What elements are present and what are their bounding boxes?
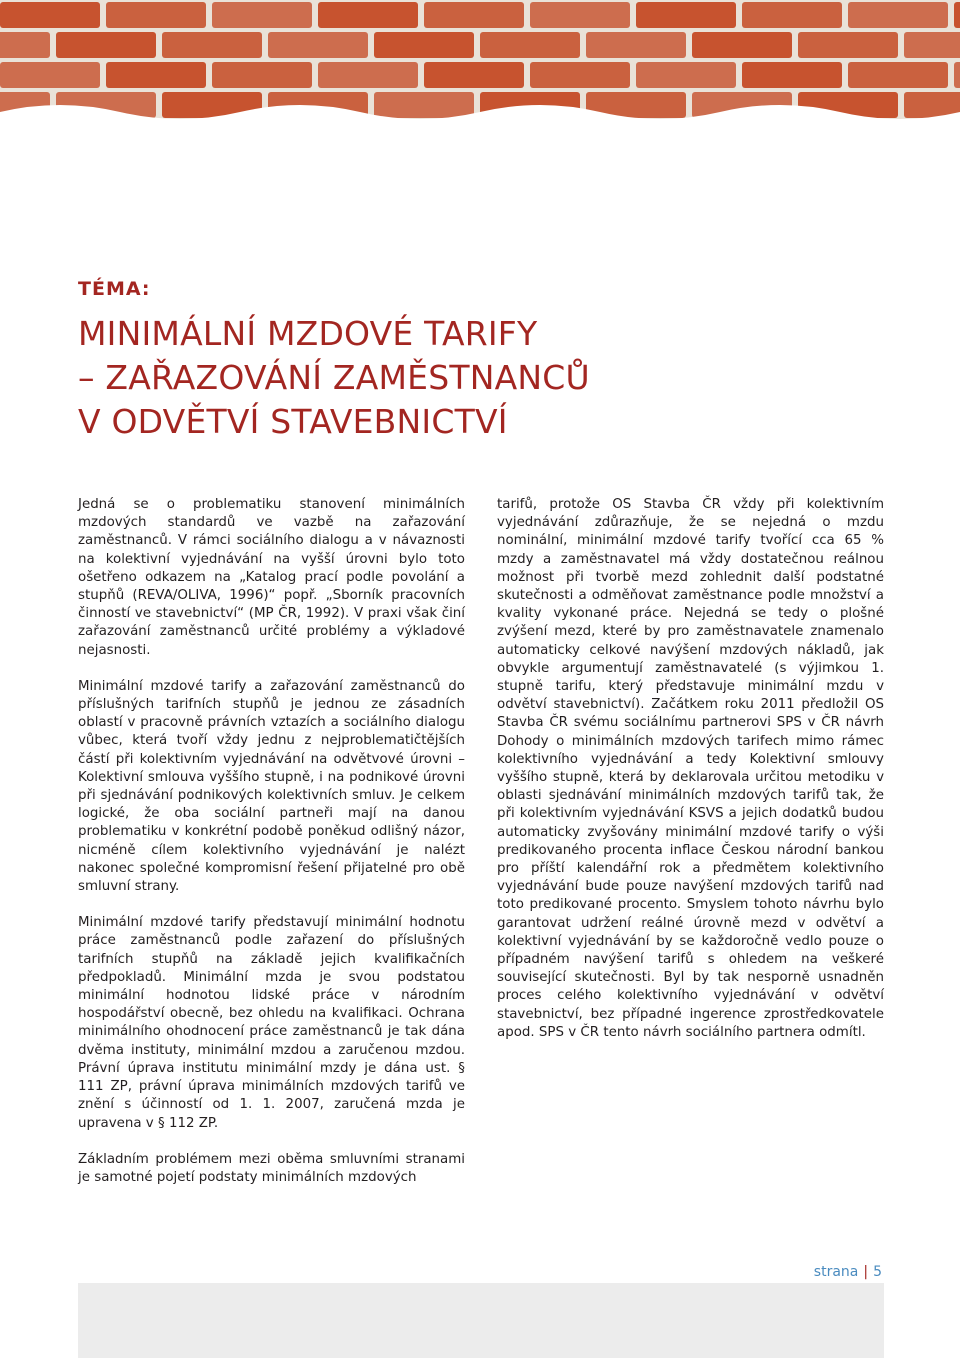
paragraph: Jedná se o problematiku stanovení minimálních mzdových standardů ve vazbě na zařazování zaměstnanců. V rámci sociálního dialogu a v návaznosti na kolektivní vyjednávání na vyšší úrovni bylo toto ošetřeno odkazem na „Katalog prací podle povolání a stupňů (REVA/OLIVA, 1996)“ popř. „Sborník pracovních činností ve stavebnictví“ (MP ČR, 1992). V praxi však činí zařazování zaměstnanců určité problémy a výkladové nejasnosti. — [78, 497, 465, 658]
article-title — [78, 312, 590, 444]
title-line-3: V ODVĚTVÍ STAVEBNICTVÍ — [78, 402, 508, 441]
paragraph: tarifů, protože OS Stavba ČR vždy při kolektivním vyjednávání zdůrazňuje, že se nejedná o mzdu nominální, minimální mzdové tarify tvořící cca 65 % mzdy a zaměstnavatel má vždy dostatečnou reálnou možnost při tvorbě mezd zohlednit další podstatné skutečnosti a odměňovat zaměstnance podle množství a kvality vykonané práce. Nejedná se tedy o plošné zvýšení mezd, které by pro zaměstnavatele znamenalo automaticky celkové navýšení mzdových nákladů, jak obvykle argumentují zaměstnavatelé (s výjimkou 1. stupně tarifu, který představuje minimální mzdu v odvětví stavebnictví). Začátkem roku 2011 předložil OS Stavba ČR svému sociálnímu partnerovi SPS v ČR návrh Dohody o minimálních mzdových tarifech mimo rámec kolektivního vyjednávání a tedy Kolektivní smlouvy vyššího stupně, která by deklarovala určitou metodiku v oblasti sjednávání minimálních mzdových tarifů tak, že při kolektivním vyjednávání KSVS a jejich dodatků budou automaticky zvyšovány minimální mzdové tarify o výši predikovaného procenta inflace Českou národní bankou pro příští kalendářní rok a předmětem kolektivního vyjednávání bude pouze navýšení mzdových tarifů nad toto predikované procento. Smyslem tohoto návrhu bylo garantovat udržení reálné úrovně mezd v odvětví a kolektivní vyjednávání by se každoročně vedlo pouze o případném navýšení tarifů s ohledem na veškeré související skutečnosti. Byl by tak nesporně usnadněn proces celého kolektivního vyjednávání v odvětví stavebnictví, bez případné ingerence zprostředkovatele apod. SPS v ČR tento návrh sociálního partnera odmítl. — [497, 497, 884, 1040]
paragraph: Základním problémem mezi oběma smluvními stranami je samotné pojetí podstaty minimálních mzdových — [78, 1151, 465, 1185]
page-label: strana — [813, 1264, 859, 1280]
paragraph: Minimální mzdové tarify a zařazování zaměstnanců do příslušných tarifních stupňů je jednou ze zásadních oblastí v pracovně právních vztazích a sociálního dialogu vůbec, která tvoří vždy jednu z nejproblematičtějších částí při kolektivním vyjednávání na odvětvové úrovni – Kolektivní smlouva vyššího stupně, i na podnikové úrovni při sjednávání podnikových kolektivních smluv. Je celkem logické, že oba sociální partneři mají na danou problematiku v konkrétní podobě poněkud odlišný názor, nicméně cílem kolektivního vyjednávání je nalézt nakonec společné kompromisní řešení přijatelné pro obě smluvní strany. — [78, 678, 465, 895]
brick-wall-banner — [0, 0, 960, 140]
footer-bar — [78, 1283, 884, 1358]
left-column — [78, 496, 465, 1187]
title-line-1: MINIMÁLNÍ MZDOVÉ TARIFY — [78, 314, 538, 353]
right-column — [497, 496, 884, 1042]
page-number-value: 5 — [873, 1264, 882, 1280]
title-line-2: – ZAŘAZOVÁNÍ ZAMĚSTNANCŮ — [78, 358, 590, 397]
paragraph: Minimální mzdové tarify představují minimální hodnotu práce zaměstnanců podle zařazení do příslušných tarifních stupňů na základě jejich kvalifikačních předpokladů. Minimální mzda je svou podstatou minimální hodnotou lidské práce v národním hospodářství obecně, bez ohledu na kvalifikaci. Ochrana minimálního ohodnocení práce zaměstnanců je tak dána dvěma instituty, minimální mzdou a zaručenou mzdou. Právní úprava institutu minimální mzdy je dána ust. § 111 ZP, právní úprava minimálních mzdových tarifů ve znění s účinností od 1. 1. 2007, zaručená mzda je upravena v § 112 ZP. — [78, 915, 465, 1131]
topic-label: TÉMA: — [78, 278, 151, 300]
page-separator: | — [863, 1264, 869, 1280]
page-number — [814, 1264, 882, 1280]
